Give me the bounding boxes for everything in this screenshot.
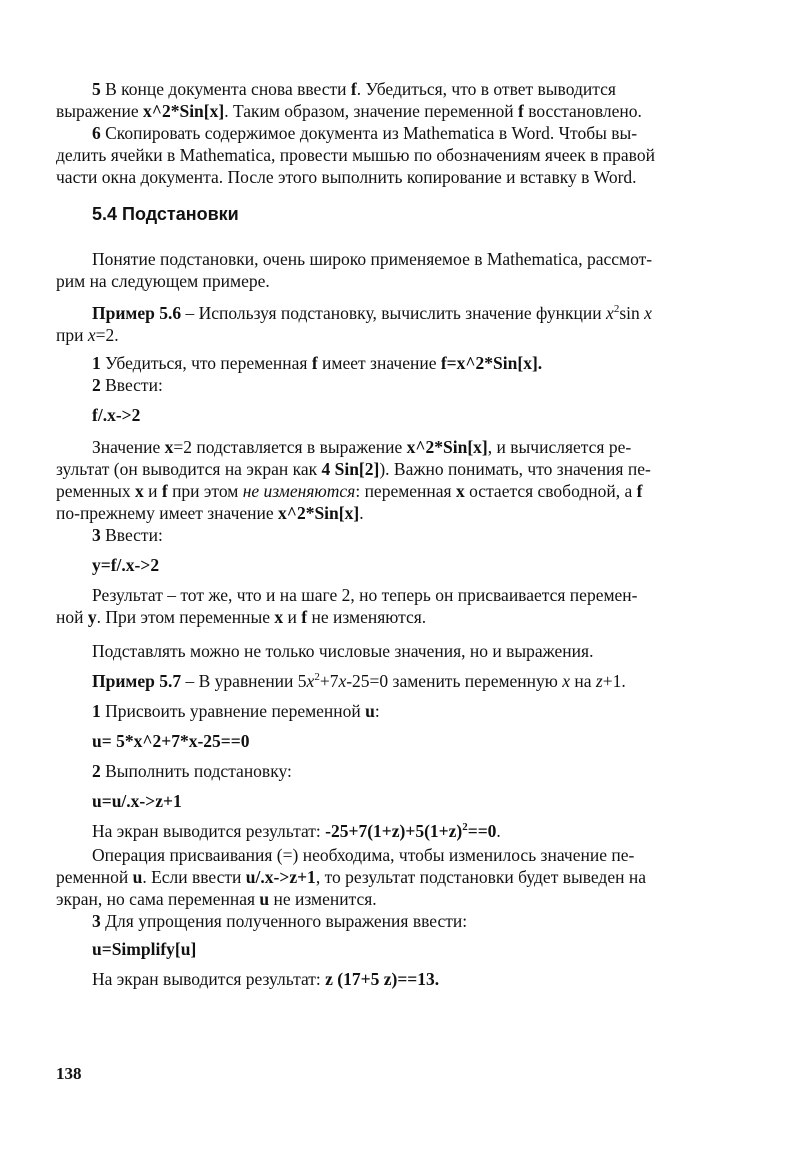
- step-item: 1 Убедиться, что переменная f имеет значение f=x^2*Sin[x].: [92, 353, 543, 373]
- code-line: u=u/.x->z+1: [92, 791, 182, 811]
- text-line: зультат (он выводится на экран как 4 Sin[2]). Важно понимать, что значения пе-: [56, 459, 651, 479]
- text-line: На экран выводится результат: $-25+7(1+z)+5(1+z)^2==0$.: [92, 821, 501, 841]
- example-title: Пример 5.6 – Используя подстановку, вычислить значение функции $x^2\sin$ x: [92, 303, 652, 323]
- code-line: f/.x->2: [92, 405, 141, 425]
- text-line: при x=2.: [56, 325, 119, 345]
- page-number: 138: [56, 1064, 82, 1083]
- text-line: Понятие подстановки, очень широко применяемое в Mathematica, рассмот-: [92, 249, 653, 269]
- text-line: ременных x и f при этом не изменяются: переменная x остается свободной, а f: [56, 481, 643, 501]
- text-line: рим на следующем примере.: [56, 271, 270, 291]
- step-item: 1 Присвоить уравнение переменной u:: [92, 701, 380, 721]
- text-line: Результат – тот же, что и на шаге 2, но теперь он присваивается перемен-: [92, 585, 638, 605]
- example-title: Пример 5.7 – В уравнении $5x^2+7x-25=0$ заменить переменную x на z+1.: [92, 671, 626, 691]
- code-line: u=Simplify[u]: [92, 939, 197, 959]
- text-line: по-прежнему имеет значение x^2*Sin[x].: [56, 503, 364, 523]
- text-line: делить ячейки в Mathematica, провести мышью по обозначениям ячеек в правой: [56, 145, 655, 165]
- step-item: 3 Для упрощения полученного выражения ввести:: [92, 911, 468, 931]
- text-line: 5 В конце документа снова ввести f. Убедиться, что в ответ выводится: [92, 79, 616, 99]
- text-line: выражение x^2*Sin[x]. Таким образом, значение переменной f восстановлено.: [56, 101, 642, 121]
- text-line: Операция присваивания (=) необходима, чтобы изменилось значение пе-: [92, 845, 635, 865]
- text-line: На экран выводится результат: z (17+5 z)==13.: [92, 969, 440, 989]
- text-line: экран, но сама переменная u не изменится.: [56, 889, 377, 909]
- step-item: 2 Выполнить подстановку:: [92, 761, 292, 781]
- code-line: y=f/.x->2: [92, 555, 160, 575]
- code-line: u= 5*x^2+7*x-25==0: [92, 731, 250, 751]
- text-line: 6 Скопировать содержимое документа из Mathematica в Word. Чтобы вы-: [92, 123, 638, 143]
- text-line: Подставлять можно не только числовые значения, но и выражения.: [92, 641, 594, 661]
- text-line: ной y. При этом переменные x и f не изменяются.: [56, 607, 427, 627]
- step-item: 3 Ввести:: [92, 525, 163, 545]
- section-heading: 5.4 Подстановки: [92, 204, 239, 224]
- step-item: 2 Ввести:: [92, 375, 163, 395]
- text-line: части окна документа. После этого выполнить копирование и вставку в Word.: [56, 167, 637, 187]
- text-line: Значение x=2 подставляется в выражение x^2*Sin[x], и вычисляется ре-: [92, 437, 632, 457]
- text-line: ременной u. Если ввести u/.x->z+1, то результат подстановки будет выведен на: [56, 867, 646, 887]
